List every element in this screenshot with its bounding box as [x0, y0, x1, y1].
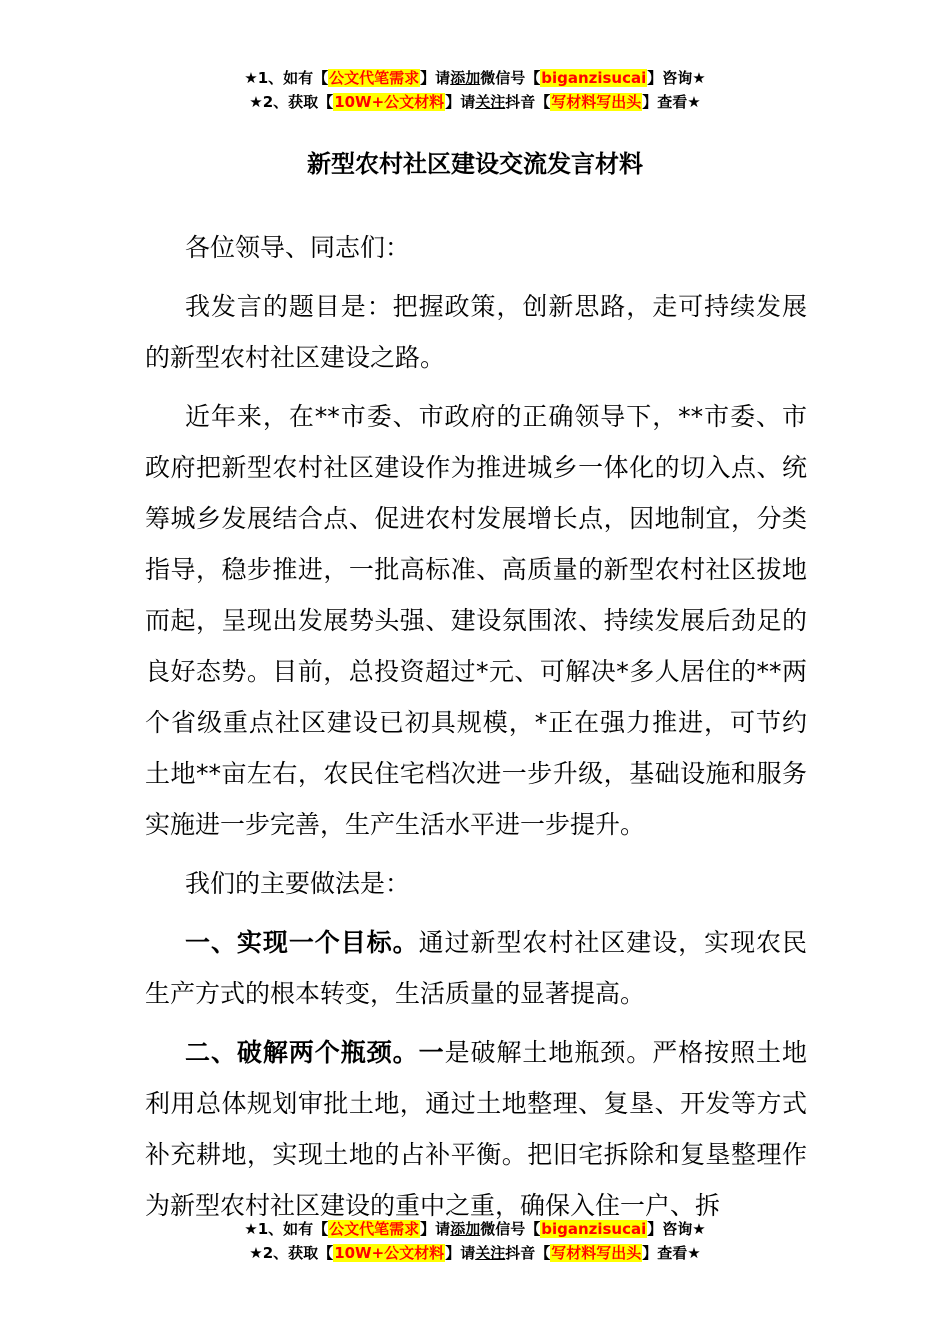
- banner-text: ★1、如有【: [244, 69, 329, 87]
- banner-text: 微信号【: [480, 1220, 541, 1238]
- banner-line-2: [0, 90, 950, 114]
- paragraph-goal: [145, 917, 807, 1019]
- banner-underline: 添加: [450, 69, 481, 87]
- document-title: 新型农村社区建设交流发言材料: [307, 150, 643, 178]
- banner-line-2: [0, 1241, 950, 1265]
- banner-text: 】请: [445, 93, 476, 111]
- banner-text: 】查看★: [642, 1244, 701, 1262]
- banner-highlight: 10W+公文材料: [334, 93, 445, 111]
- banner-text: 】咨询★: [647, 1220, 706, 1238]
- footer-banner: [0, 1217, 950, 1265]
- banner-underline: 关注: [475, 1244, 506, 1262]
- banner-highlight: 10W+公文材料: [334, 1244, 445, 1262]
- banner-underline: 关注: [475, 93, 506, 111]
- banner-text: 抖音【: [505, 93, 551, 111]
- banner-highlight: biganzisucai: [541, 1220, 647, 1238]
- banner-text: 】请: [420, 69, 451, 87]
- item-marker: 一: [418, 1038, 445, 1067]
- banner-highlight: biganzisucai: [541, 69, 647, 87]
- banner-text: 】咨询★: [647, 69, 706, 87]
- banner-highlight: 公文代笔需求: [329, 69, 420, 87]
- paragraph-methods-intro: 我们的主要做法是：: [185, 869, 411, 898]
- section-heading: 二、破解两个瓶颈。: [185, 1038, 419, 1067]
- banner-highlight: 公文代笔需求: [329, 1220, 420, 1238]
- banner-text: 抖音【: [505, 1244, 551, 1262]
- paragraph-text: 是破解土地瓶颈。严格按照土地利用总体规划审批土地，通过土地整理、复垦、开发等方式补充耕地，实现土地的占补平衡。把旧宅拆除和复垦整理作为新型农村社区建设的重中之重，确保入住一户、拆: [145, 1038, 807, 1220]
- banner-highlight: 写材料写出头: [551, 1244, 642, 1262]
- banner-line-1: [0, 1217, 950, 1241]
- banner-text: 】请: [445, 1244, 476, 1262]
- banner-text: ★2、获取【: [249, 1244, 334, 1262]
- header-banner: [0, 66, 950, 114]
- paragraph-bottlenecks: [145, 1027, 807, 1231]
- banner-text: 微信号【: [480, 69, 541, 87]
- banner-text: 】请: [420, 1220, 451, 1238]
- paragraph-overview: 近年来，在**市委、市政府的正确领导下，**市委、市政府把新型农村社区建设作为推进城乡一体化的切入点、统筹城乡发展结合点、促进农村发展增长点，因地制宜，分类指导，稳步推进，一批高标准、高质量的新型农村社区拔地而起，呈现出发展势头强、建设氛围浓、持续发展后劲足的良好态势。目前，总投资超过*元、可解决*多人居住的**两个省级重点社区建设已初具规模，*正在强力推进，可节约土地**亩左右，农民住宅档次进一步升级，基础设施和服务实施进一步完善，生产生活水平进一步提升。: [145, 402, 807, 839]
- banner-text: ★2、获取【: [249, 93, 334, 111]
- banner-text: ★1、如有【: [244, 1220, 329, 1238]
- banner-text: 】查看★: [642, 93, 701, 111]
- paragraph-greeting: 各位领导、同志们：: [185, 233, 411, 262]
- document-body: [145, 222, 807, 1239]
- banner-underline: 添加: [450, 1220, 481, 1238]
- banner-line-1: [0, 66, 950, 90]
- paragraph-topic: 我发言的题目是：把握政策，创新思路，走可持续发展的新型农村社区建设之路。: [145, 292, 807, 372]
- banner-highlight: 写材料写出头: [551, 93, 642, 111]
- section-heading: 一、实现一个目标。: [185, 928, 419, 957]
- paragraph-text: 通过新型农村社区建设，实现农民生产方式的根本转变，生活质量的显著提高。: [145, 928, 807, 1008]
